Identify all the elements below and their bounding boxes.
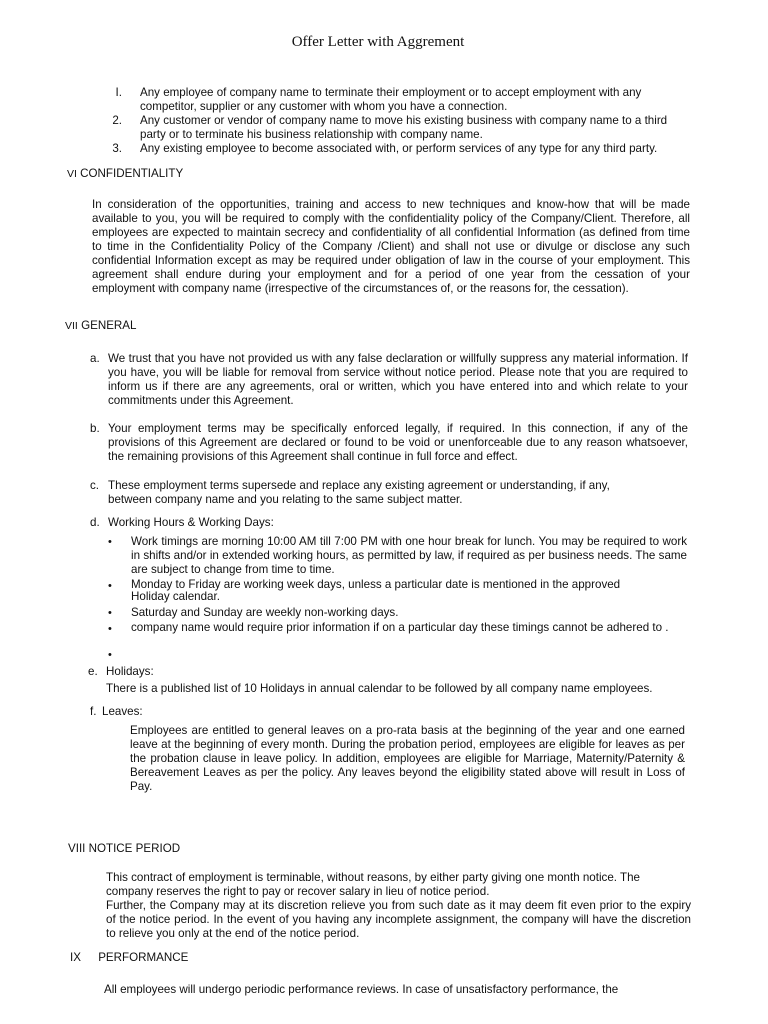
bullet-glyph: •: [108, 580, 112, 592]
notice-paragraph-2: Further, the Company may at its discretion relieve you from such date as it may deem fit even prior to the expiry of the notice period. In the event of you having any incomplete assignment, the company will have the discretion to relieve you only at the end of the notice period.: [106, 899, 691, 940]
bullet-glyph: •: [108, 649, 112, 661]
clause-marker: f.: [90, 705, 97, 718]
bullet-glyph: •: [108, 607, 112, 619]
list-marker: 2.: [112, 114, 122, 127]
notice-paragraph-1: This contract of employment is terminable, without reasons, by either party giving one month notice. The company reserves the right to pay or recover salary in lieu of notice period.: [106, 871, 641, 898]
list-item: Any existing employee to become associated with, or perform services of any type for any third party.: [140, 142, 658, 155]
performance-paragraph: All employees will undergo periodic performance reviews. In case of unsatisfactory performance, the: [104, 983, 619, 996]
list-marker: 3.: [112, 142, 122, 155]
bullet-item: Work timings are morning 10:00 AM till 7:00 PM with one hour break for lunch. You may be required to work in shifts and/or in extended working hours, as permitted by law, if required as per business needs. The same are subject to change from time to time.: [131, 535, 687, 576]
clause-marker: b.: [90, 422, 100, 435]
section-numeral: IX: [70, 951, 81, 964]
section-heading-notice-period: VIII NOTICE PERIOD: [68, 842, 181, 855]
list-item: Any employee of company name to terminate their employment or to accept employment with any competitor, supplier or any customer with whom you have a connection.: [140, 86, 642, 113]
clause-c-text: These employment terms supersede and replace any existing agreement or understanding, if any, between company name and you relating to the same subject matter.: [108, 479, 610, 506]
list-item: Any customer or vendor of company name to move his existing business with company name to a third party or to terminate his business relationship with company name.: [140, 114, 668, 141]
clause-f-text: Employees are entitled to general leaves on a pro-rata basis at the beginning of the year and one earned leave at the beginning of every month. During the probation period, employees are eligible for leaves as per the probation clause in leave policy. In addition, employees are eligible for Marriage, Maternity/Paternity & Bereavement Leaves as per the policy. Any leaves beyond the eligibility stated above will result in Loss of Pay.: [130, 724, 685, 793]
clause-e-label: Holidays:: [106, 665, 154, 678]
clause-a-text: We trust that you have not provided us with any false declaration or willfully suppress any material information. If you have, you will be liable for removal from service without notice period. Please note that you are required to inform us if there are any agreements, oral or written, which you have entered into and which relate to your commitments under this Agreement.: [108, 352, 688, 407]
clause-marker: c.: [90, 479, 100, 492]
section-title: CONFIDENTIALITY: [80, 167, 184, 180]
section-heading-general: [65, 319, 137, 333]
clause-marker: d.: [90, 516, 100, 529]
clause-marker: a.: [90, 352, 100, 365]
clause-e-text: There is a published list of 10 Holidays in annual calendar to be followed by all company name employees.: [106, 682, 653, 695]
bullet-item: company name would require prior information if on a particular day these timings cannot be adhered to .: [131, 621, 669, 634]
document-title: Offer Letter with Aggrement: [291, 34, 465, 50]
clause-b-text: Your employment terms may be specifically enforced legally, if required. In this connection, if any of the provisions of this Agreement are declared or found to be void or unenforceable due to any reason whatsoever, the remaining provisions of this Agreement shall continue in full force and effect.: [108, 422, 688, 463]
section-numeral: VII: [65, 320, 78, 332]
section-title: GENERAL: [81, 319, 137, 332]
list-marker: I.: [115, 86, 122, 99]
section-title: PERFORMANCE: [98, 951, 189, 964]
clause-marker: e.: [88, 665, 98, 678]
bullet-glyph: •: [108, 623, 112, 635]
clause-f-label: Leaves:: [102, 705, 143, 718]
section-heading-confidentiality: [67, 167, 183, 181]
section-numeral: VI: [67, 168, 77, 180]
clause-d-label: Working Hours & Working Days:: [108, 516, 274, 529]
confidentiality-paragraph: In consideration of the opportunities, training and access to new techniques and know-how that will be made available to you, you will be required to comply with the confidentiality policy of the Company/Client. Therefore, all employees are expected to maintain secrecy and confidentiality of all confidential Information (as defined from time to time in the Confidentiality Policy of the Company /Client) and shall not use or divulge or disclose any such confidential Information except as may be required under obligation of law in the course of your employment. This agreement shall endure during your employment and for a period of one year from the cessation of your employment with company name (irrespective of the circumstances of, or the reasons for, the cessation).: [92, 198, 690, 295]
bullet-glyph: •: [108, 536, 112, 548]
bullet-item: Monday to Friday are working week days, unless a particular date is mentioned in the approved Holiday calendar.: [131, 578, 621, 603]
bullet-item: Saturday and Sunday are weekly non-working days.: [131, 606, 399, 619]
section-heading-performance: [70, 951, 188, 965]
